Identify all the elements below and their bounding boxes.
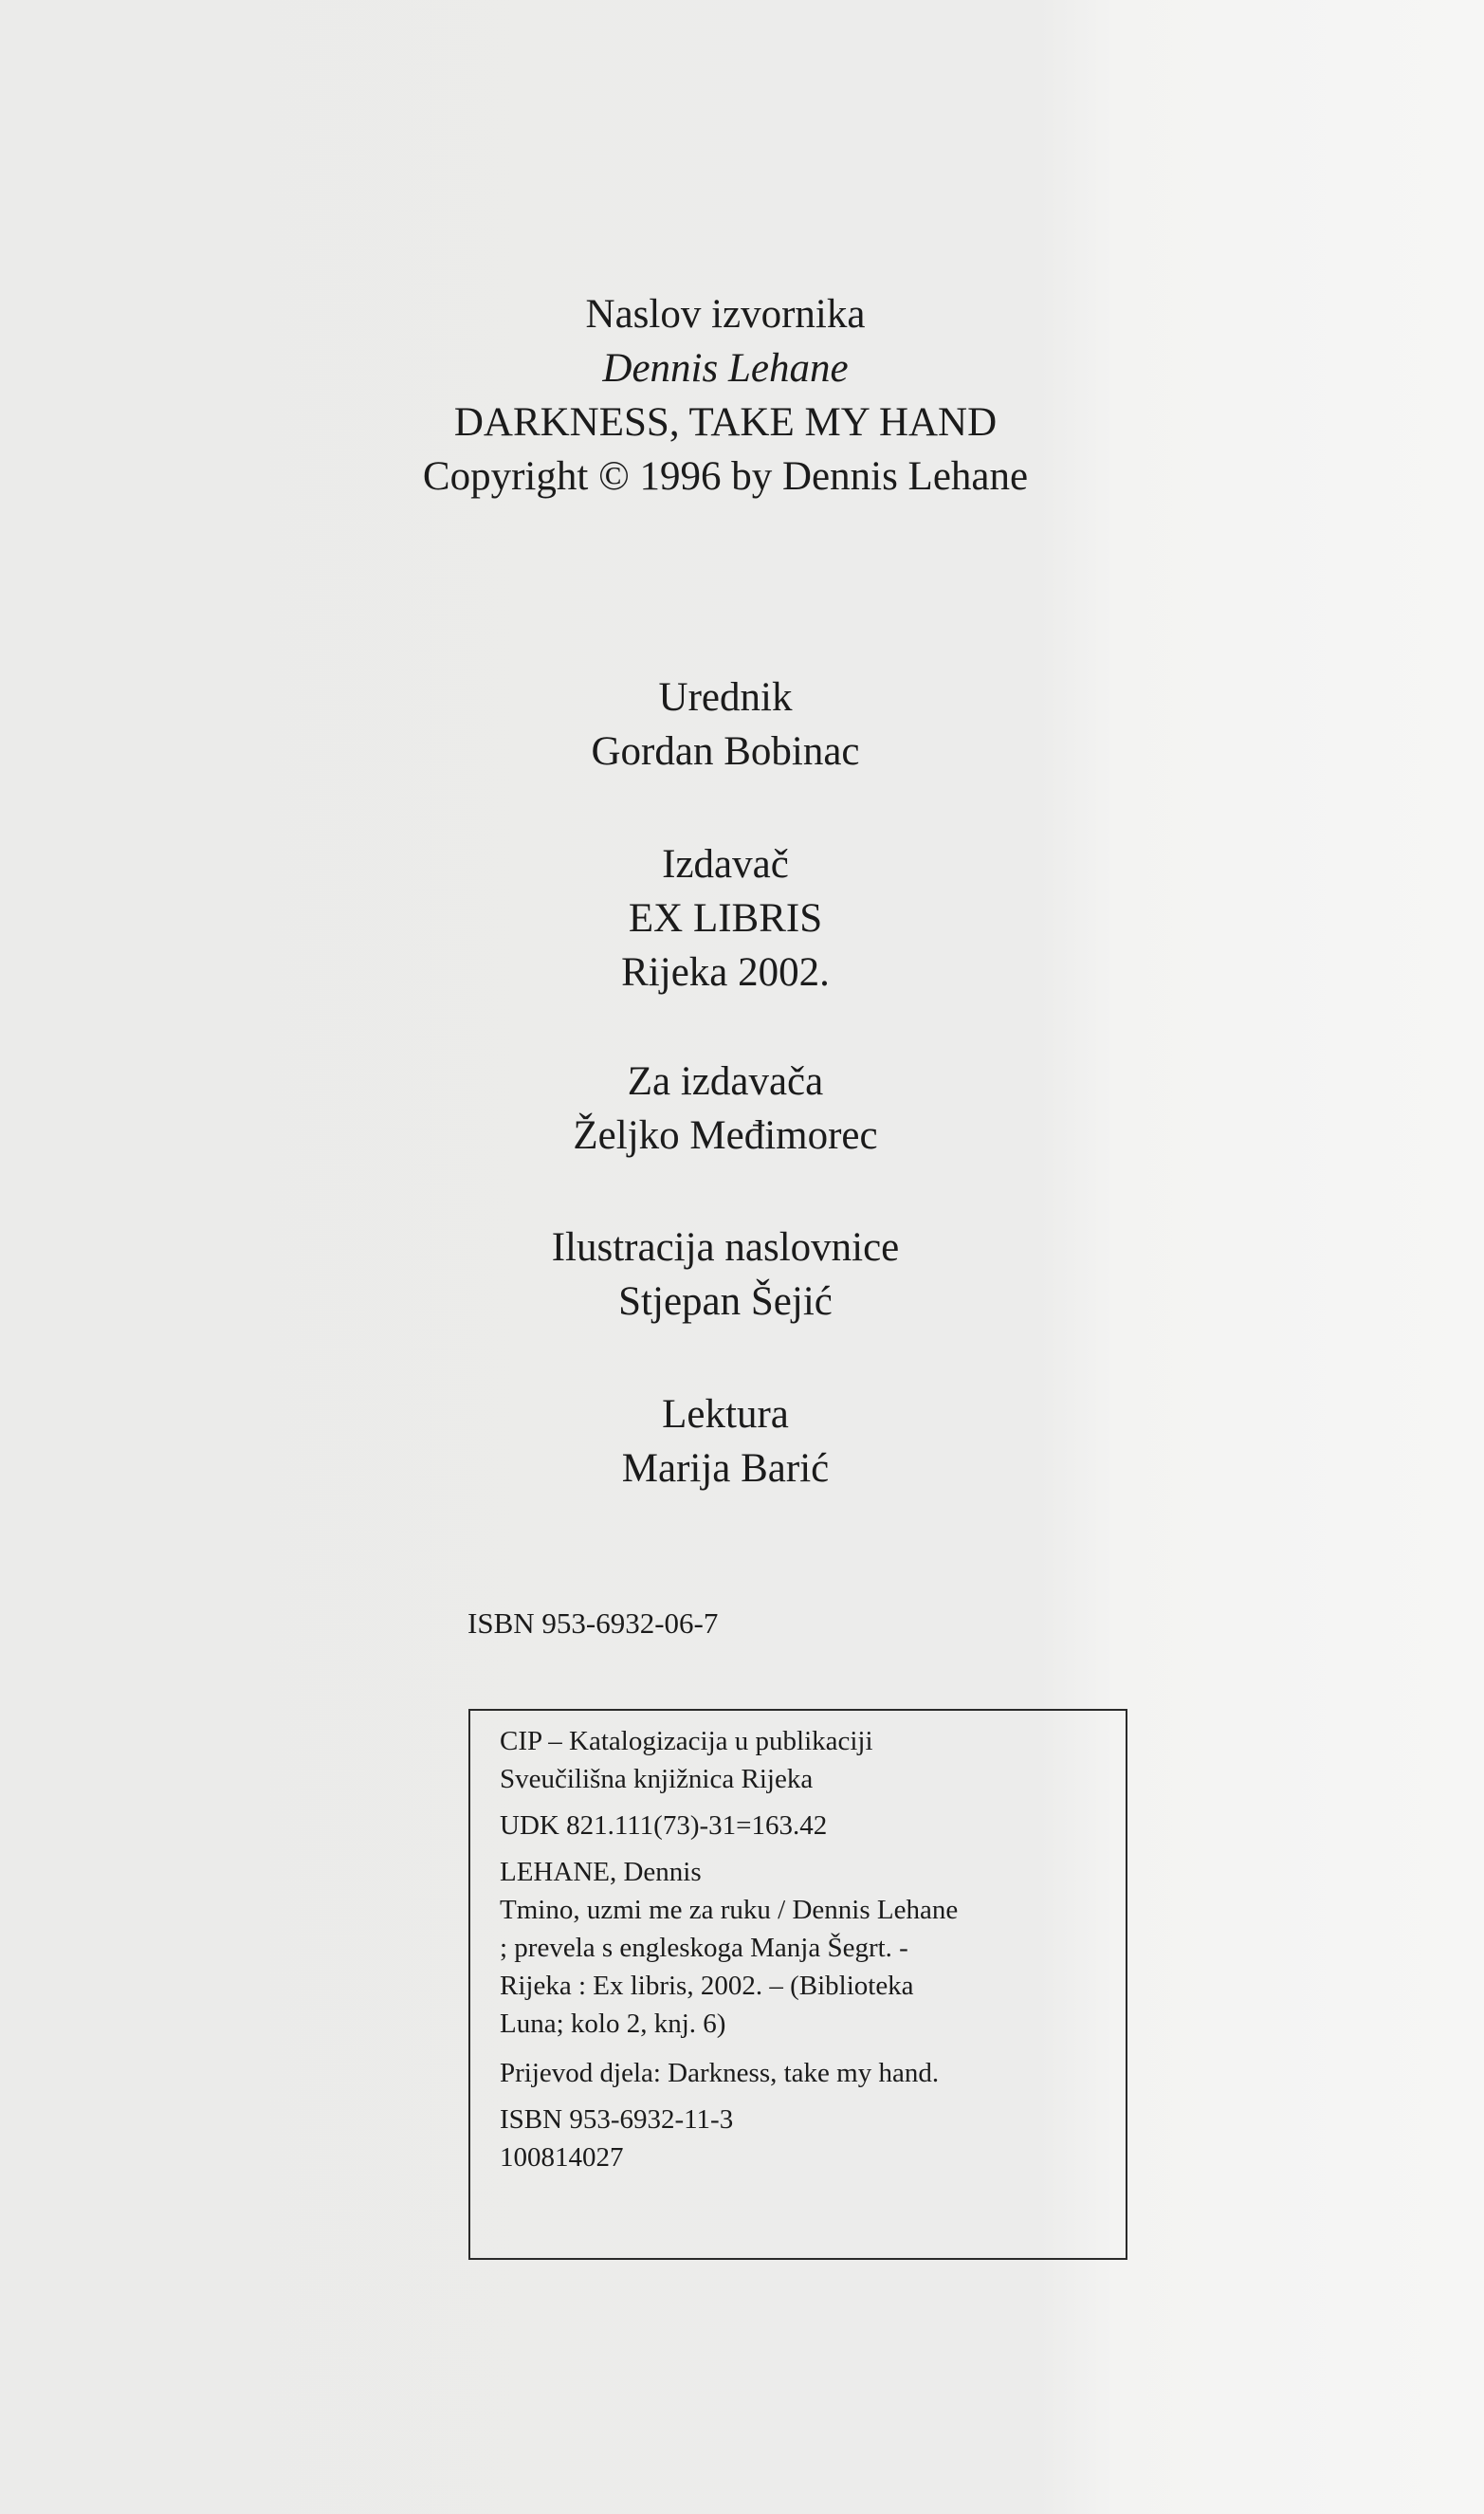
editor-block bbox=[0, 670, 1451, 779]
cip-udk: UDK 821.111(73)-31=163.42 bbox=[500, 1810, 828, 1841]
cip-description-line: Luna; kolo 2, knj. 6) bbox=[500, 2009, 726, 2039]
editor-label: Urednik bbox=[658, 675, 793, 720]
original-title-label: Naslov izvornika bbox=[585, 292, 866, 337]
proofreading-name: Marija Barić bbox=[621, 1446, 830, 1491]
cip-isbn: ISBN 953-6932-11-3 bbox=[500, 2104, 734, 2135]
publisher-label: Izdavač bbox=[662, 842, 789, 887]
cip-library: Sveučilišna knjižnica Rijeka bbox=[500, 1764, 814, 1794]
original-title-block bbox=[0, 287, 1451, 504]
for-publisher-label: Za izdavača bbox=[627, 1059, 824, 1104]
cip-record-id: 100814027 bbox=[500, 2142, 624, 2173]
copyright-notice: Copyright © 1996 by Dennis Lehane bbox=[422, 454, 1029, 499]
cip-description-line: ; prevela s engleskoga Manja Šegrt. - bbox=[500, 1933, 908, 1963]
cip-record-box bbox=[468, 1709, 1127, 2260]
cover-illustration-label: Ilustracija naslovnice bbox=[551, 1225, 900, 1270]
cip-description-line: Tmino, uzmi me za ruku / Dennis Lehane bbox=[500, 1895, 959, 1925]
proofreading-block bbox=[0, 1387, 1451, 1496]
original-title: DARKNESS, TAKE MY HAND bbox=[453, 400, 998, 445]
editor-name: Gordan Bobinac bbox=[591, 729, 860, 774]
cover-illustration-name: Stjepan Šejić bbox=[618, 1279, 833, 1324]
cip-description-line: Rijeka : Ex libris, 2002. – (Biblioteka bbox=[500, 1971, 914, 2001]
cip-translation-note: Prijevod djela: Darkness, take my hand. bbox=[500, 2058, 940, 2088]
cip-author: LEHANE, Dennis bbox=[500, 1857, 702, 1887]
publisher-block bbox=[0, 837, 1451, 1000]
for-publisher-name: Željko Međimorec bbox=[573, 1113, 878, 1158]
cip-heading: CIP – Katalogizacija u publikaciji bbox=[500, 1726, 873, 1756]
original-author: Dennis Lehane bbox=[602, 346, 849, 391]
for-publisher-block bbox=[0, 1055, 1451, 1163]
publisher-name: EX LIBRIS bbox=[628, 896, 823, 941]
isbn: ISBN 953-6932-06-7 bbox=[467, 1606, 719, 1640]
proofreading-label: Lektura bbox=[662, 1392, 789, 1437]
cover-illustration-block bbox=[0, 1220, 1451, 1329]
publisher-place-year: Rijeka 2002. bbox=[621, 950, 830, 995]
